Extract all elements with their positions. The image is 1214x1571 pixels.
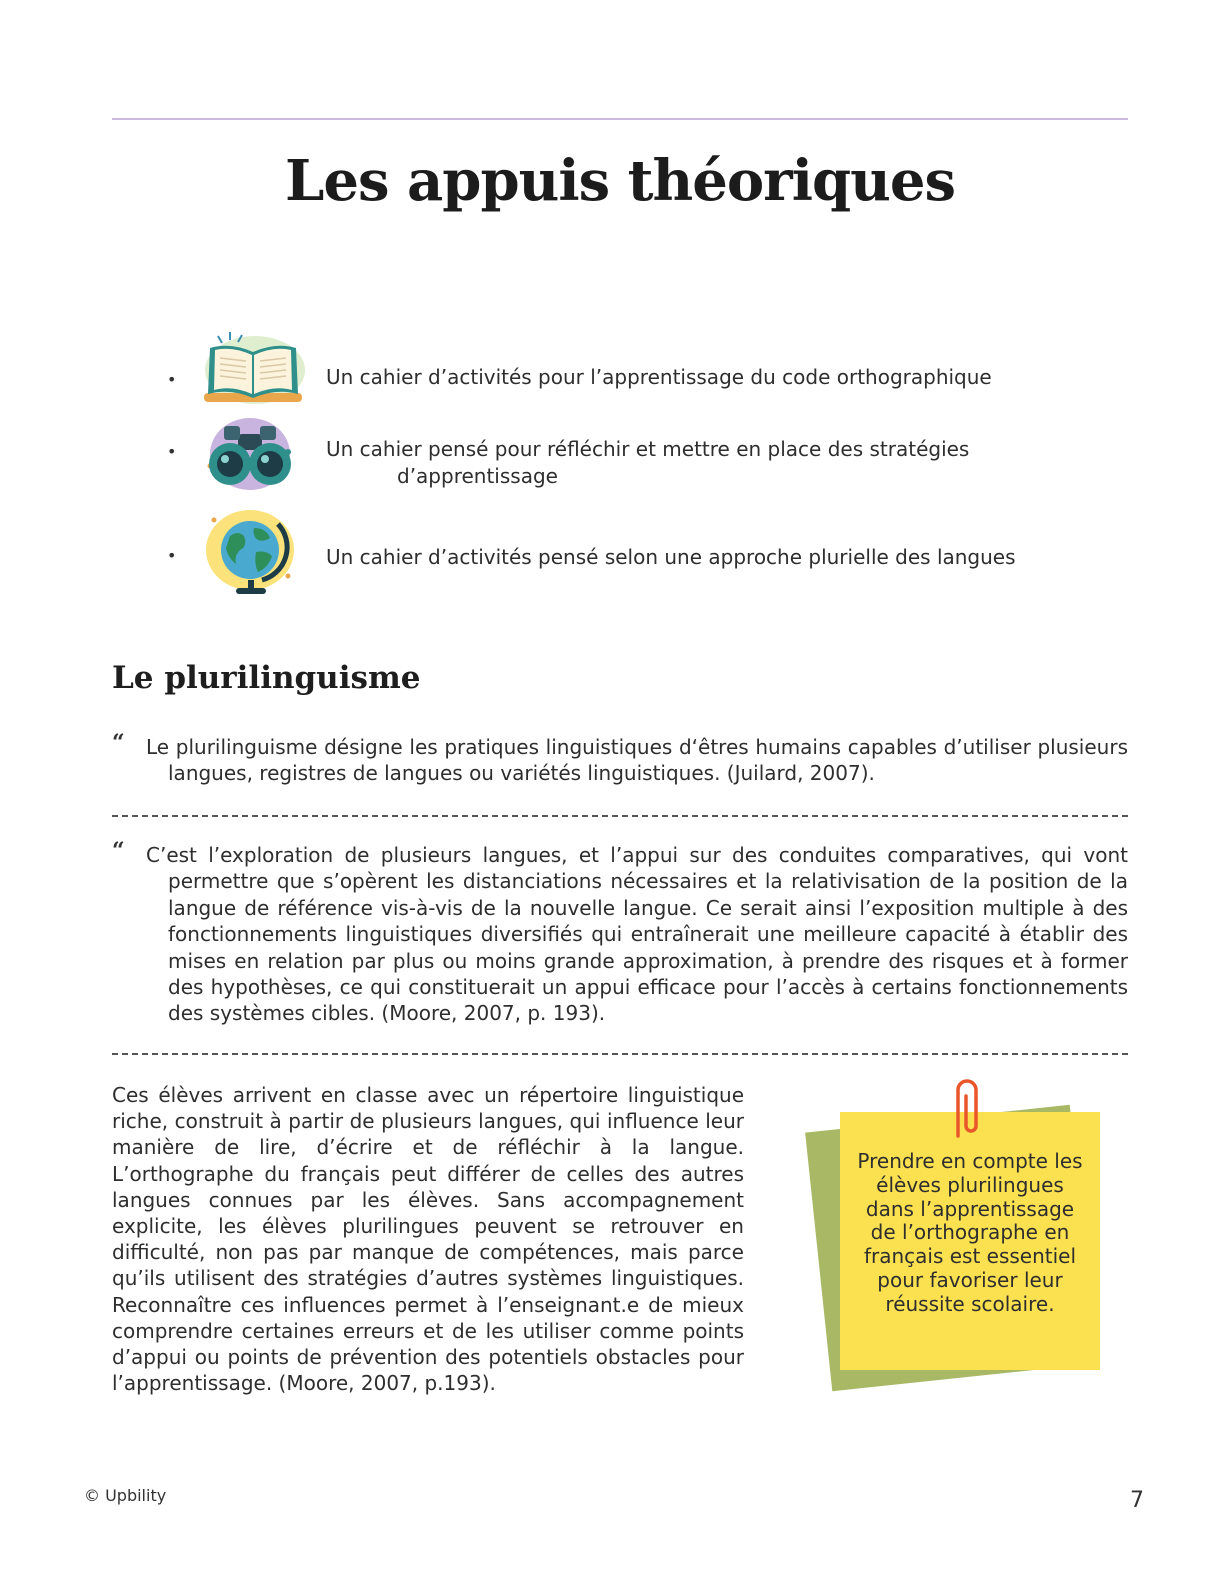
bullet-dot: • (167, 546, 177, 565)
list-item-line: Un cahier pensé pour réfléchir et mettre en place des stratégies (326, 437, 970, 461)
sticky-note (840, 1112, 1100, 1370)
section-heading: Le plurilinguisme (112, 660, 421, 696)
sticky-note-text: Prendre en compte les élèves plurilingues dans l’apprentissage de l’orthographe en français est essentiel pour favoriser leur réussite scolaire. (857, 1149, 1083, 1316)
paperclip-icon (950, 1078, 984, 1146)
list-item-text (326, 364, 992, 391)
list-item-text (326, 436, 969, 490)
quote-block (112, 730, 1128, 787)
list-item-line: Un cahier d’activités pensé selon une approche plurielle des langues (326, 545, 1016, 569)
binoculars-icon (200, 416, 300, 498)
open-book-icon (200, 330, 306, 414)
list-item-line: d’apprentissage (397, 464, 558, 488)
dashed-divider (112, 815, 1128, 817)
top-divider (112, 118, 1128, 120)
dashed-divider (112, 1053, 1128, 1055)
page-title: Les appuis théoriques (284, 148, 955, 214)
bullet-dot: • (167, 370, 177, 389)
quote-block (112, 838, 1128, 1027)
quote-text: Le plurilinguisme désigne les pratiques linguistiques d‘êtres humains capables d’utiliser plusieurs langues, registres de langues ou variétés linguistiques. (Juilard, 2007). (146, 735, 1128, 786)
footer-copyright: © Upbility (84, 1486, 167, 1505)
list-item-line: Un cahier d’activités pour l’apprentissage du code orthographique (326, 365, 992, 389)
quote-mark: “ (112, 730, 125, 756)
globe-icon (200, 506, 300, 602)
quote-text: C’est l’exploration de plusieurs langues, et l’appui sur des conduites comparatives, qui vont permettre que s’opèrent les distanciations nécessaires et la relativisation de la position de la langue de référence vis-à-vis de la nouvelle langue. Ce serait ainsi l’exposition multiple à des fonctionnements linguistiques diversifiés qui entraînerait une meilleure capacité à établir des mises en relation par plus ou moins grande approximation, à prendre des risques et à former des hypothèses, ce qui constituerait un appui efficace pour l’accès à certains fonctionnements des systèmes cibles. (Moore, 2007, p. 193). (146, 843, 1128, 1026)
quote-mark: “ (112, 838, 125, 864)
body-paragraph: Ces élèves arrivent en classe avec un répertoire linguistique riche, construit à partir de plusieurs langues, qui influence leur manière de lire, d’écrire et de réfléchir à la langue. L’orthographe du français peut différer de celles des autres langues connues par les élèves. Sans accompagnement explicite, les élèves plurilingues peuvent se retrouver en difficulté, non pas par manque de compétences, mais parce qu’ils utilisent des stratégies d’autres systèmes linguistiques. Reconnaître ces influences permet à l’enseignant.e de mieux comprendre certaines erreurs et de les utiliser comme points d’appui ou points de prévention des potentiels obstacles pour l’apprentissage. (Moore, 2007, p.193). (112, 1083, 744, 1396)
list-item-text (326, 544, 1016, 571)
bullet-dot: • (167, 442, 177, 461)
page-number: 7 (1130, 1488, 1144, 1513)
